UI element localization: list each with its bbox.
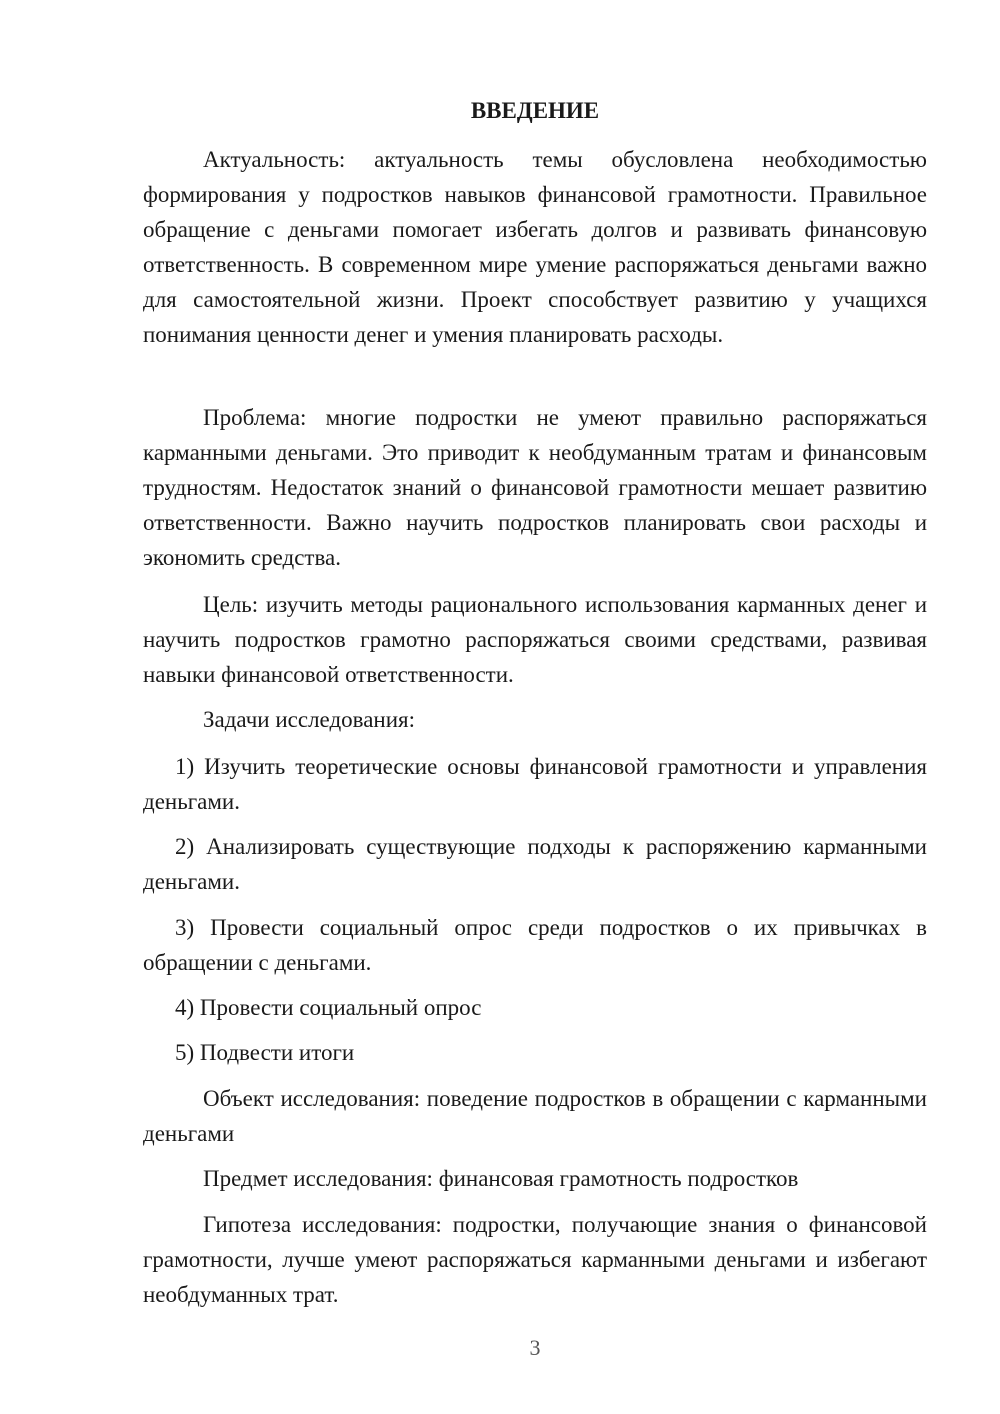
- paragraph-subject: Предмет исследования: финансовая грамотность подростков: [203, 1166, 799, 1191]
- paragraph-hypothesis: Гипотеза исследования: подростки, получающие знания о финансовой грамотности, лучше умеют распоряжаться карманными деньгами и избегают необдуманных трат.: [143, 1212, 927, 1307]
- paragraph-problem: Проблема: многие подростки не умеют правильно распоряжаться карманными деньгами. Это приводит к необдуманным тратам и финансовым трудностям. Недостаток знаний о финансовой грамотности мешает развитию ответственности. Важно научить подростков планировать свои расходы и экономить средства.: [143, 405, 927, 570]
- task-item-5: 5) Подвести итоги: [175, 1040, 355, 1065]
- page-number: 3: [529, 1335, 541, 1360]
- paragraph-object: Объект исследования: поведение подростков в обращении с карманными деньгами: [143, 1086, 927, 1146]
- task-item-2: 2) Анализировать существующие подходы к распоряжению карманными деньгами.: [143, 834, 927, 894]
- tasks-heading: Задачи исследования:: [203, 707, 416, 732]
- task-item-1: 1) Изучить теоретические основы финансовой грамотности и управления деньгами.: [143, 754, 927, 814]
- task-item-4: 4) Провести социальный опрос: [175, 995, 482, 1020]
- task-item-3: 3) Провести социальный опрос среди подростков о их привычках в обращении с деньгами.: [143, 915, 927, 975]
- page-title: ВВЕДЕНИЕ: [470, 98, 600, 123]
- paragraph-goal: Цель: изучить методы рационального использования карманных денег и научить подростков грамотно распоряжаться своими средствами, развивая навыки финансовой ответственности.: [143, 592, 927, 687]
- paragraph-relevance: Актуальность: актуальность темы обусловлена необходимостью формирования у подростков навыков финансовой грамотности. Правильное обращение с деньгами помогает избегать долгов и развивать финансовую ответственность. В современном мире умение распоряжаться деньгами важно для самостоятельной жизни. Проект способствует развитию у учащихся понимания ценности денег и умения планировать расходы.: [143, 147, 927, 347]
